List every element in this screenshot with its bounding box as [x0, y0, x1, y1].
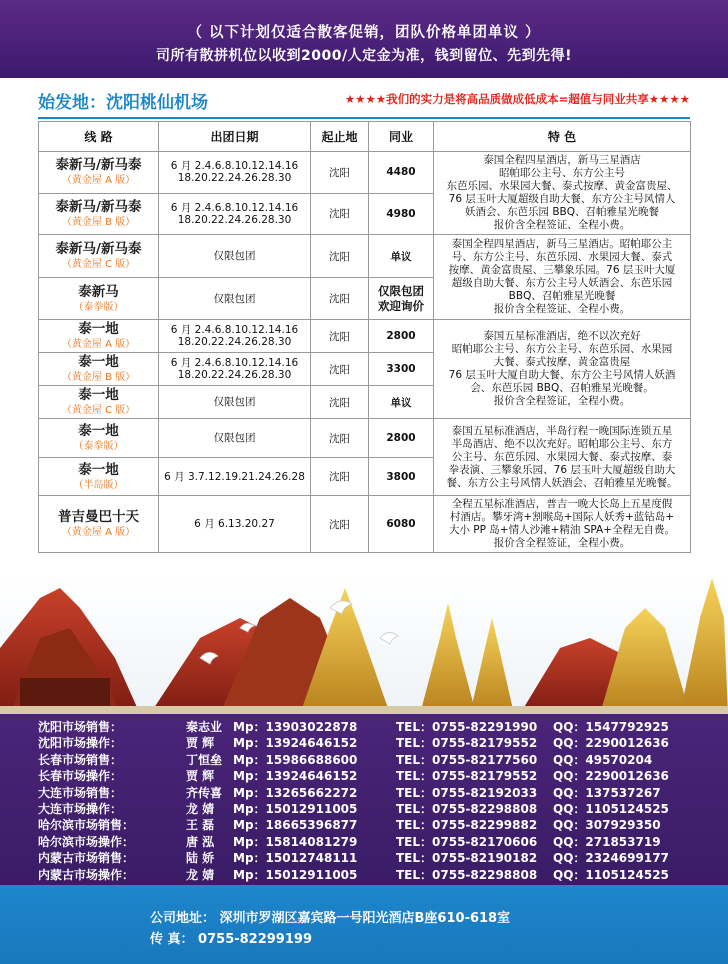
- feature-line: 报价含全程签证，全程小费。: [493, 395, 631, 407]
- contact-qq: QQ：1105124525: [553, 802, 669, 816]
- table-row: [39, 496, 691, 553]
- contact-role: 长春市场操作：: [38, 769, 123, 784]
- departure-dates: 6 月 6.13.20.27: [194, 518, 275, 530]
- tour-features: [434, 152, 691, 235]
- feature-line: 昭帕耶公主号、东方公主号、东芭乐园、水果园: [451, 343, 673, 355]
- route-price-table: [38, 121, 691, 553]
- route-name: 泰新马/新马泰: [55, 198, 142, 215]
- feature-line: 拳表演、三攀象乐园、76 层玉叶大厦超级自助大: [448, 463, 676, 476]
- table-row: [39, 419, 691, 458]
- contact-name: 齐传喜: [186, 785, 223, 800]
- contact-phone: TEL：0755-82177560: [396, 752, 538, 767]
- route-cell: [39, 235, 159, 278]
- feature-line: 大餐、泰式按摩、黄金富贵屋: [493, 356, 631, 368]
- departure-dates: 6 月 2.4.6.8.10.12.14.16: [170, 201, 299, 214]
- contact-qq: QQ：2290012636: [553, 769, 669, 784]
- departure-dates: 6 月 2.4.6.8.10.12.14.16: [170, 357, 299, 369]
- price-line-2: 欢迎询价: [378, 298, 424, 313]
- contact-name: 龙 婧: [186, 802, 215, 816]
- contact-mobile: Mp：13265662272: [233, 785, 358, 800]
- contact-name: 贾 辉: [186, 736, 215, 751]
- contact-row: [38, 833, 698, 849]
- route-name: 泰一地: [78, 461, 119, 478]
- route-name: 泰新马/新马泰: [55, 157, 142, 174]
- contact-row: [38, 800, 698, 816]
- route-cell: [39, 278, 159, 320]
- temple-skyline: [0, 578, 728, 714]
- route-version: （黄金屋 A 版）: [61, 175, 136, 187]
- route-cell: [39, 419, 159, 458]
- contact-role: 哈尔滨市场销售：: [38, 818, 135, 833]
- route-name: 泰一地: [78, 423, 119, 439]
- feature-line: 昭帕耶公主号、东方公主号: [499, 167, 625, 179]
- contact-qq: QQ：49570204: [553, 752, 653, 767]
- feature-line: 报价含全程签证、全程小费。: [493, 303, 631, 315]
- feature-line: 76 层玉叶大厦超级自助大餐、东方公主号风情人: [448, 193, 676, 205]
- departure-dates-cont: 18.20.22.24.26.28.30: [177, 369, 292, 381]
- contact-row: [38, 751, 698, 767]
- feature-line: 报价含全程签证，全程小费。: [493, 537, 631, 549]
- contact-phone: TEL：0755-82291990: [396, 720, 538, 734]
- route-cell: [39, 496, 159, 553]
- trade-price: [369, 278, 434, 320]
- contact-name: 丁恒垒: [186, 752, 223, 767]
- origin-city: 沈阳: [311, 496, 369, 553]
- departure-dates-cell: [159, 320, 311, 353]
- table-row: [39, 320, 691, 353]
- contact-mobile: Mp：18665396877: [233, 818, 358, 833]
- departure-dates-cell: [159, 353, 311, 386]
- contact-role: 沈阳市场销售：: [38, 720, 123, 734]
- feature-line: 泰国五星标准酒店，半岛行程一晚国际连锁五星: [451, 424, 673, 437]
- tour-features: [434, 235, 691, 320]
- departure-dates-cell: [159, 458, 311, 496]
- trade-price: 6080: [369, 496, 434, 553]
- departure-dates: 仅限包团: [213, 396, 256, 408]
- tour-features: [434, 419, 691, 496]
- origin-city: 沈阳: [311, 235, 369, 278]
- header-price: 同业: [369, 122, 434, 152]
- departure-dates-cell: [159, 235, 311, 278]
- route-version: （黄金屋 B 版）: [61, 372, 136, 383]
- contact-role: 长春市场销售：: [38, 752, 123, 767]
- contact-qq: QQ：137537267: [553, 785, 661, 800]
- contact-phone: TEL：0755-82298808: [396, 867, 538, 882]
- route-cell: [39, 152, 159, 194]
- contact-name: 秦志业: [186, 720, 223, 734]
- departure-dates: 6 月 3.7.12.19.21.24.26.28: [164, 470, 305, 483]
- feature-line: 全程五星标准酒店，普吉一晚大长岛上五星度假: [451, 498, 673, 510]
- footer: [0, 885, 728, 964]
- route-name: 普吉曼巴十天: [58, 509, 139, 525]
- route-version: （泰拳版）: [73, 301, 124, 313]
- route-cell: [39, 386, 159, 419]
- route-name: 泰一地: [78, 387, 119, 403]
- contact-row: [38, 849, 698, 865]
- header-features: 特 色: [434, 122, 691, 152]
- origin-title: 始发地：沈阳桃仙机场: [38, 93, 208, 113]
- contact-role: 内蒙古市场销售：: [38, 851, 135, 866]
- contact-qq: QQ：307929350: [553, 818, 661, 833]
- route-cell: [39, 458, 159, 496]
- trade-price: 4980: [369, 193, 434, 235]
- departure-dates-cell: [159, 496, 311, 553]
- feature-line: 按摩、黄金富贵屋、三攀象乐园。76 层玉叶大厦: [448, 264, 676, 276]
- contact-row: [38, 767, 698, 783]
- price-line-1: 仅限包团: [378, 283, 424, 298]
- departure-dates: 仅限包团: [213, 432, 256, 444]
- contact-qq: QQ：1105124525: [553, 867, 669, 882]
- feature-line: 会、东芭乐园 BBQ、召帕雅星光晚餐。: [470, 382, 654, 394]
- contact-mobile: Mp：15012911005: [233, 867, 358, 882]
- contact-name: 龙 婧: [186, 867, 215, 882]
- origin-city: 沈阳: [311, 193, 369, 235]
- contact-mobile: Mp：13924646152: [233, 736, 358, 751]
- contact-role: 沈阳市场操作：: [38, 736, 123, 751]
- table-body: [39, 152, 691, 553]
- feature-line: 泰国五星标准酒店，绝不以次充好: [483, 330, 641, 342]
- contact-qq: QQ：1547792925: [553, 720, 669, 734]
- trade-price: 3800: [369, 458, 434, 496]
- feature-line: 妖酒会、东芭乐园 BBQ、召帕雅星光晚餐: [464, 206, 659, 218]
- route-version: （黄金屋 A 版）: [61, 339, 136, 350]
- contact-name: 陆 娇: [186, 851, 215, 866]
- trade-price: 3300: [369, 353, 434, 386]
- origin-city: 沈阳: [311, 458, 369, 496]
- route-name: 泰新马/新马泰: [55, 241, 142, 257]
- feature-line: 村酒店。攀牙湾+割喉岛+国际人妖秀+蓝钻岛+: [449, 511, 675, 523]
- departure-dates: 仅限包团: [213, 292, 256, 305]
- departure-dates-cont: 18.20.22.24.26.28.30: [177, 213, 292, 226]
- contact-row: [38, 734, 698, 750]
- banner-deposit-policy: 司所有散拼机位以收到2000/人定金为准，钱到留位、先到先得!: [156, 48, 572, 64]
- table-header-row: [39, 122, 691, 152]
- origin-city: 沈阳: [311, 353, 369, 386]
- contact-name: 贾 辉: [186, 769, 215, 784]
- contact-phone: TEL：0755-82192033: [396, 785, 538, 800]
- top-banner: [0, 0, 728, 78]
- departure-dates: 仅限包团: [213, 250, 256, 262]
- contact-qq: QQ：2324699177: [553, 851, 669, 866]
- header-origin: 起止地: [311, 122, 369, 152]
- contact-row: [38, 866, 698, 882]
- route-name: 泰一地: [78, 321, 119, 337]
- route-cell: [39, 320, 159, 353]
- contact-phone: TEL：0755-82190182: [396, 851, 538, 866]
- banner-notice: （ 以下计划仅适合散客促销，团队价格单团单议 ）: [187, 25, 541, 41]
- contact-row: [38, 784, 698, 800]
- feature-line: 号、东方公主号、东芭乐园、水果园大餐、泰式: [451, 251, 673, 263]
- contact-role: 大连市场销售：: [38, 785, 123, 800]
- departure-dates-cell: [159, 386, 311, 419]
- departure-dates-cont: 18.20.22.24.26.28.30: [177, 336, 292, 348]
- table-row: [39, 152, 691, 194]
- feature-line: 泰国全程四星酒店，新马三星酒店: [483, 154, 641, 166]
- route-name: 泰新马: [78, 283, 119, 300]
- contact-mobile: Mp：15814081279: [233, 834, 358, 849]
- departure-dates-cell: [159, 193, 311, 235]
- origin-city: 沈阳: [311, 386, 369, 419]
- table-row: [39, 235, 691, 278]
- contact-phone: TEL：0755-82170606: [396, 834, 538, 849]
- departure-dates-cell: [159, 152, 311, 194]
- contact-role: 内蒙古市场操作：: [38, 867, 135, 882]
- sales-contact-list: [0, 714, 728, 885]
- contact-qq: QQ：271853719: [553, 834, 661, 849]
- contact-phone: TEL：0755-82299882: [396, 818, 538, 833]
- contact-role: 大连市场操作：: [38, 802, 123, 816]
- trade-price: 4480: [369, 152, 434, 194]
- contact-mobile: Mp：13903022878: [233, 720, 358, 734]
- feature-line: 76 层玉叶大厦自助大餐、东方公主号风情人妖酒: [448, 369, 676, 381]
- feature-line: 半岛酒店、绝不以次充好。昭帕耶公主号、东方: [451, 437, 673, 450]
- feature-line: 餐、东方公主号风情人妖酒会、召帕雅星光晚餐。: [446, 476, 678, 489]
- route-version: （半岛版）: [73, 479, 124, 491]
- origin-city: 沈阳: [311, 278, 369, 320]
- contact-role: 哈尔滨市场操作：: [38, 834, 135, 849]
- contact-name: 唐 泓: [186, 834, 215, 849]
- route-cell: [39, 353, 159, 386]
- route-cell: [39, 193, 159, 235]
- contact-name: 王 磊: [186, 818, 215, 833]
- tour-features: [434, 496, 691, 553]
- feature-line: 超级自助大餐、东方公主号人妖酒会、东芭乐园: [451, 277, 673, 289]
- route-name: 泰一地: [78, 354, 119, 370]
- trade-price: 2800: [369, 320, 434, 353]
- feature-line: 泰国全程四星酒店，新马三星酒店。昭帕耶公主: [451, 238, 673, 250]
- contact-phone: TEL：0755-82298808: [396, 802, 538, 816]
- company-fax: 传 真： 0755-82299199: [150, 932, 312, 947]
- route-version: （黄金屋 A 版）: [61, 527, 136, 538]
- thai-temple-illustration: [0, 578, 728, 714]
- departure-dates-cell: [159, 419, 311, 458]
- contact-mobile: Mp：13924646152: [233, 769, 358, 784]
- route-version: （黄金屋 C 版）: [61, 259, 136, 270]
- contact-phone: TEL：0755-82179552: [396, 736, 538, 751]
- contact-qq: QQ：2290012636: [553, 736, 669, 751]
- feature-line: 公主号、东芭乐园、水果园大餐、泰式按摩、泰: [451, 450, 673, 463]
- departure-dates-cont: 18.20.22.24.26.28.30: [177, 172, 292, 185]
- origin-row: [38, 88, 690, 116]
- origin-city: 沈阳: [311, 152, 369, 194]
- departure-dates: 6 月 2.4.6.8.10.12.14.16: [170, 324, 299, 336]
- origin-city: 沈阳: [311, 320, 369, 353]
- feature-line: 东芭乐园、水果园大餐、泰式按摩、黄金富贵屋、: [446, 180, 678, 192]
- feature-line: 大小 PP 岛+情人沙滩+精油 SPA+全程无自费。: [448, 524, 676, 536]
- trade-price: 单议: [369, 235, 434, 278]
- header-dates: 出团日期: [159, 122, 311, 152]
- company-address: 公司地址： 深圳市罗湖区嘉宾路一号阳光酒店B座610-618室: [150, 911, 511, 926]
- route-version: （黄金屋 C 版）: [61, 405, 136, 416]
- contact-mobile: Mp：15012911005: [233, 802, 358, 816]
- route-version: （泰拳版）: [73, 441, 124, 452]
- origin-divider: [38, 117, 690, 119]
- feature-line: BBQ、召帕雅星光晚餐: [508, 290, 616, 302]
- feature-line: 报价含全程签证、全程小费。: [493, 219, 631, 231]
- tour-features: [434, 320, 691, 419]
- contact-mobile: Mp：15986688600: [233, 752, 358, 767]
- trade-price: 2800: [369, 419, 434, 458]
- route-version: （黄金屋 B 版）: [61, 216, 136, 228]
- contact-phone: TEL：0755-82179552: [396, 769, 538, 784]
- contact-mobile: Mp：15012748111: [233, 851, 358, 866]
- origin-slogan: ★★★★我们的实力是将高品质做成低成本=超值与同业共享★★★★: [344, 92, 690, 106]
- header-route: 线 路: [39, 122, 159, 152]
- contact-row: [38, 718, 698, 734]
- contact-row: [38, 816, 698, 832]
- origin-city: 沈阳: [311, 419, 369, 458]
- departure-dates: 6 月 2.4.6.8.10.12.14.16: [170, 160, 299, 173]
- trade-price: 单议: [369, 386, 434, 419]
- departure-dates-cell: [159, 278, 311, 320]
